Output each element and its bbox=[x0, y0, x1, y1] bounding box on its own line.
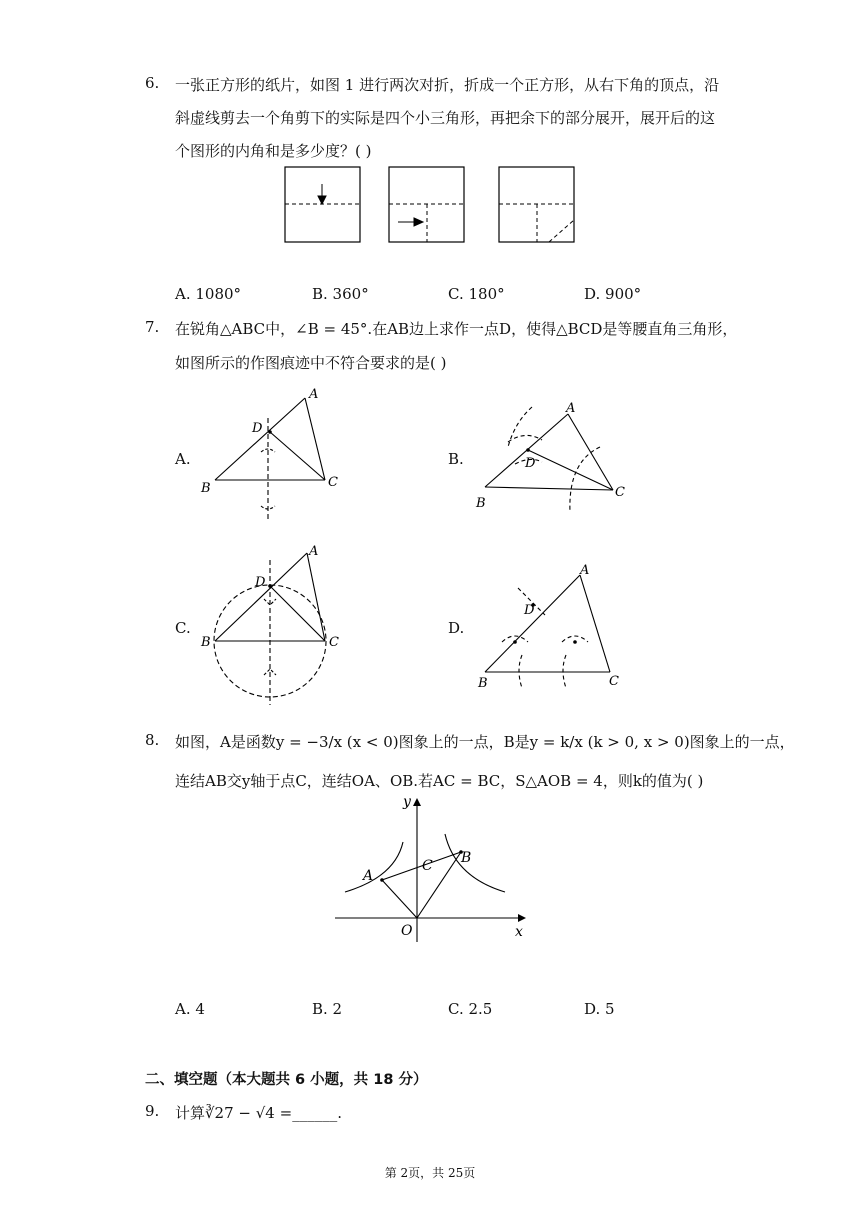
q8-option-d: D. 5 bbox=[584, 1000, 615, 1018]
fold-step-1 bbox=[285, 167, 360, 242]
q6-option-a: A. 1080° bbox=[175, 285, 242, 303]
q7a-label-a: A bbox=[309, 387, 319, 402]
q6-line-1: 一张正方形的纸片，如图 1 进行两次对折，折成一个正方形，从右下角的顶点，沿 bbox=[175, 76, 720, 94]
q7d-label-a: A bbox=[580, 563, 590, 578]
q7c-label-a: A bbox=[309, 545, 319, 559]
fold-step-2 bbox=[389, 167, 464, 242]
graph-label-b: B bbox=[461, 850, 472, 866]
q7c-label-c: C bbox=[329, 635, 339, 650]
q7b-label-b: B bbox=[476, 496, 486, 511]
graph-label-x: x bbox=[515, 924, 523, 940]
q7b-label-a: A bbox=[566, 401, 576, 416]
graph-label-c: C bbox=[422, 858, 433, 874]
graph-label-a: A bbox=[363, 868, 374, 884]
q7-option-d-letter: D. bbox=[448, 619, 465, 637]
graph-label-o: O bbox=[401, 923, 413, 939]
q7-figure-c bbox=[195, 545, 355, 710]
q7a-label-d: D bbox=[252, 421, 263, 436]
q8-number: 8. bbox=[145, 731, 160, 749]
q6-line-3: 个图形的内角和是多少度？( ) bbox=[175, 142, 372, 160]
q7b-label-c: C bbox=[615, 485, 625, 500]
q7d-label-d: D bbox=[524, 603, 535, 618]
page-footer: 第 2页，共 25页 bbox=[384, 1166, 476, 1180]
q7-line-1: 在锐角△ABC中，∠B = 45°.在AB边上求作一点D，使得△BCD是等腰直角三角形， bbox=[175, 320, 738, 338]
q7a-label-c: C bbox=[328, 475, 338, 490]
q7-option-c-letter: C. bbox=[175, 619, 191, 637]
q6-option-b: B. 360° bbox=[312, 285, 369, 303]
q7a-label-b: B bbox=[201, 481, 211, 496]
q8-line-2: 连结AB交y轴于点C，连结OA、OB.若AC = BC，S△AOB = 4，则k的值为( ) bbox=[175, 772, 704, 790]
q7d-label-c: C bbox=[609, 674, 619, 689]
q9-number: 9. bbox=[145, 1102, 160, 1120]
q7-number: 7. bbox=[145, 318, 160, 336]
q6-option-d: D. 900° bbox=[584, 285, 642, 303]
q8-option-a: A. 4 bbox=[175, 1000, 205, 1018]
section-2-title: 二、填空题（本大题共 6 小题，共 18 分） bbox=[145, 1072, 428, 1088]
fold-step-3 bbox=[499, 167, 574, 242]
q6-option-c: C. 180° bbox=[448, 285, 505, 303]
left-hyperbola bbox=[345, 842, 403, 892]
q7-option-a-letter: A. bbox=[175, 450, 191, 468]
q7-figure-a bbox=[195, 380, 355, 525]
q6-fold-figures bbox=[280, 162, 580, 247]
q6-number: 6. bbox=[145, 74, 160, 92]
q8-option-c: C. 2.5 bbox=[448, 1000, 493, 1018]
q7-figure-d bbox=[470, 560, 640, 695]
q8-graph bbox=[325, 792, 535, 952]
q7c-label-b: B bbox=[201, 635, 211, 650]
q7c-label-d: D bbox=[255, 575, 266, 590]
q8-line-1: 如图，A是函数y = −3/x (x < 0)图象上的一点，B是y = k/x (k > 0, x > 0)图象上的一点， bbox=[175, 733, 795, 751]
q6-line-2: 斜虚线剪去一个角剪下的实际是四个小三角形，再把余下的部分展开，展开后的这 bbox=[175, 109, 716, 127]
q7b-label-d: D bbox=[525, 456, 536, 471]
q9-text: 计算∛27 − √4 =______. bbox=[175, 1104, 342, 1122]
q7-line-2: 如图所示的作图痕迹中不符合要求的是( ) bbox=[175, 354, 447, 372]
graph-label-y: y bbox=[403, 794, 411, 810]
q7-figure-b bbox=[470, 392, 640, 517]
q8-option-b: B. 2 bbox=[312, 1000, 343, 1018]
q7d-label-b: B bbox=[478, 676, 488, 691]
q7-option-b-letter: B. bbox=[448, 450, 464, 468]
